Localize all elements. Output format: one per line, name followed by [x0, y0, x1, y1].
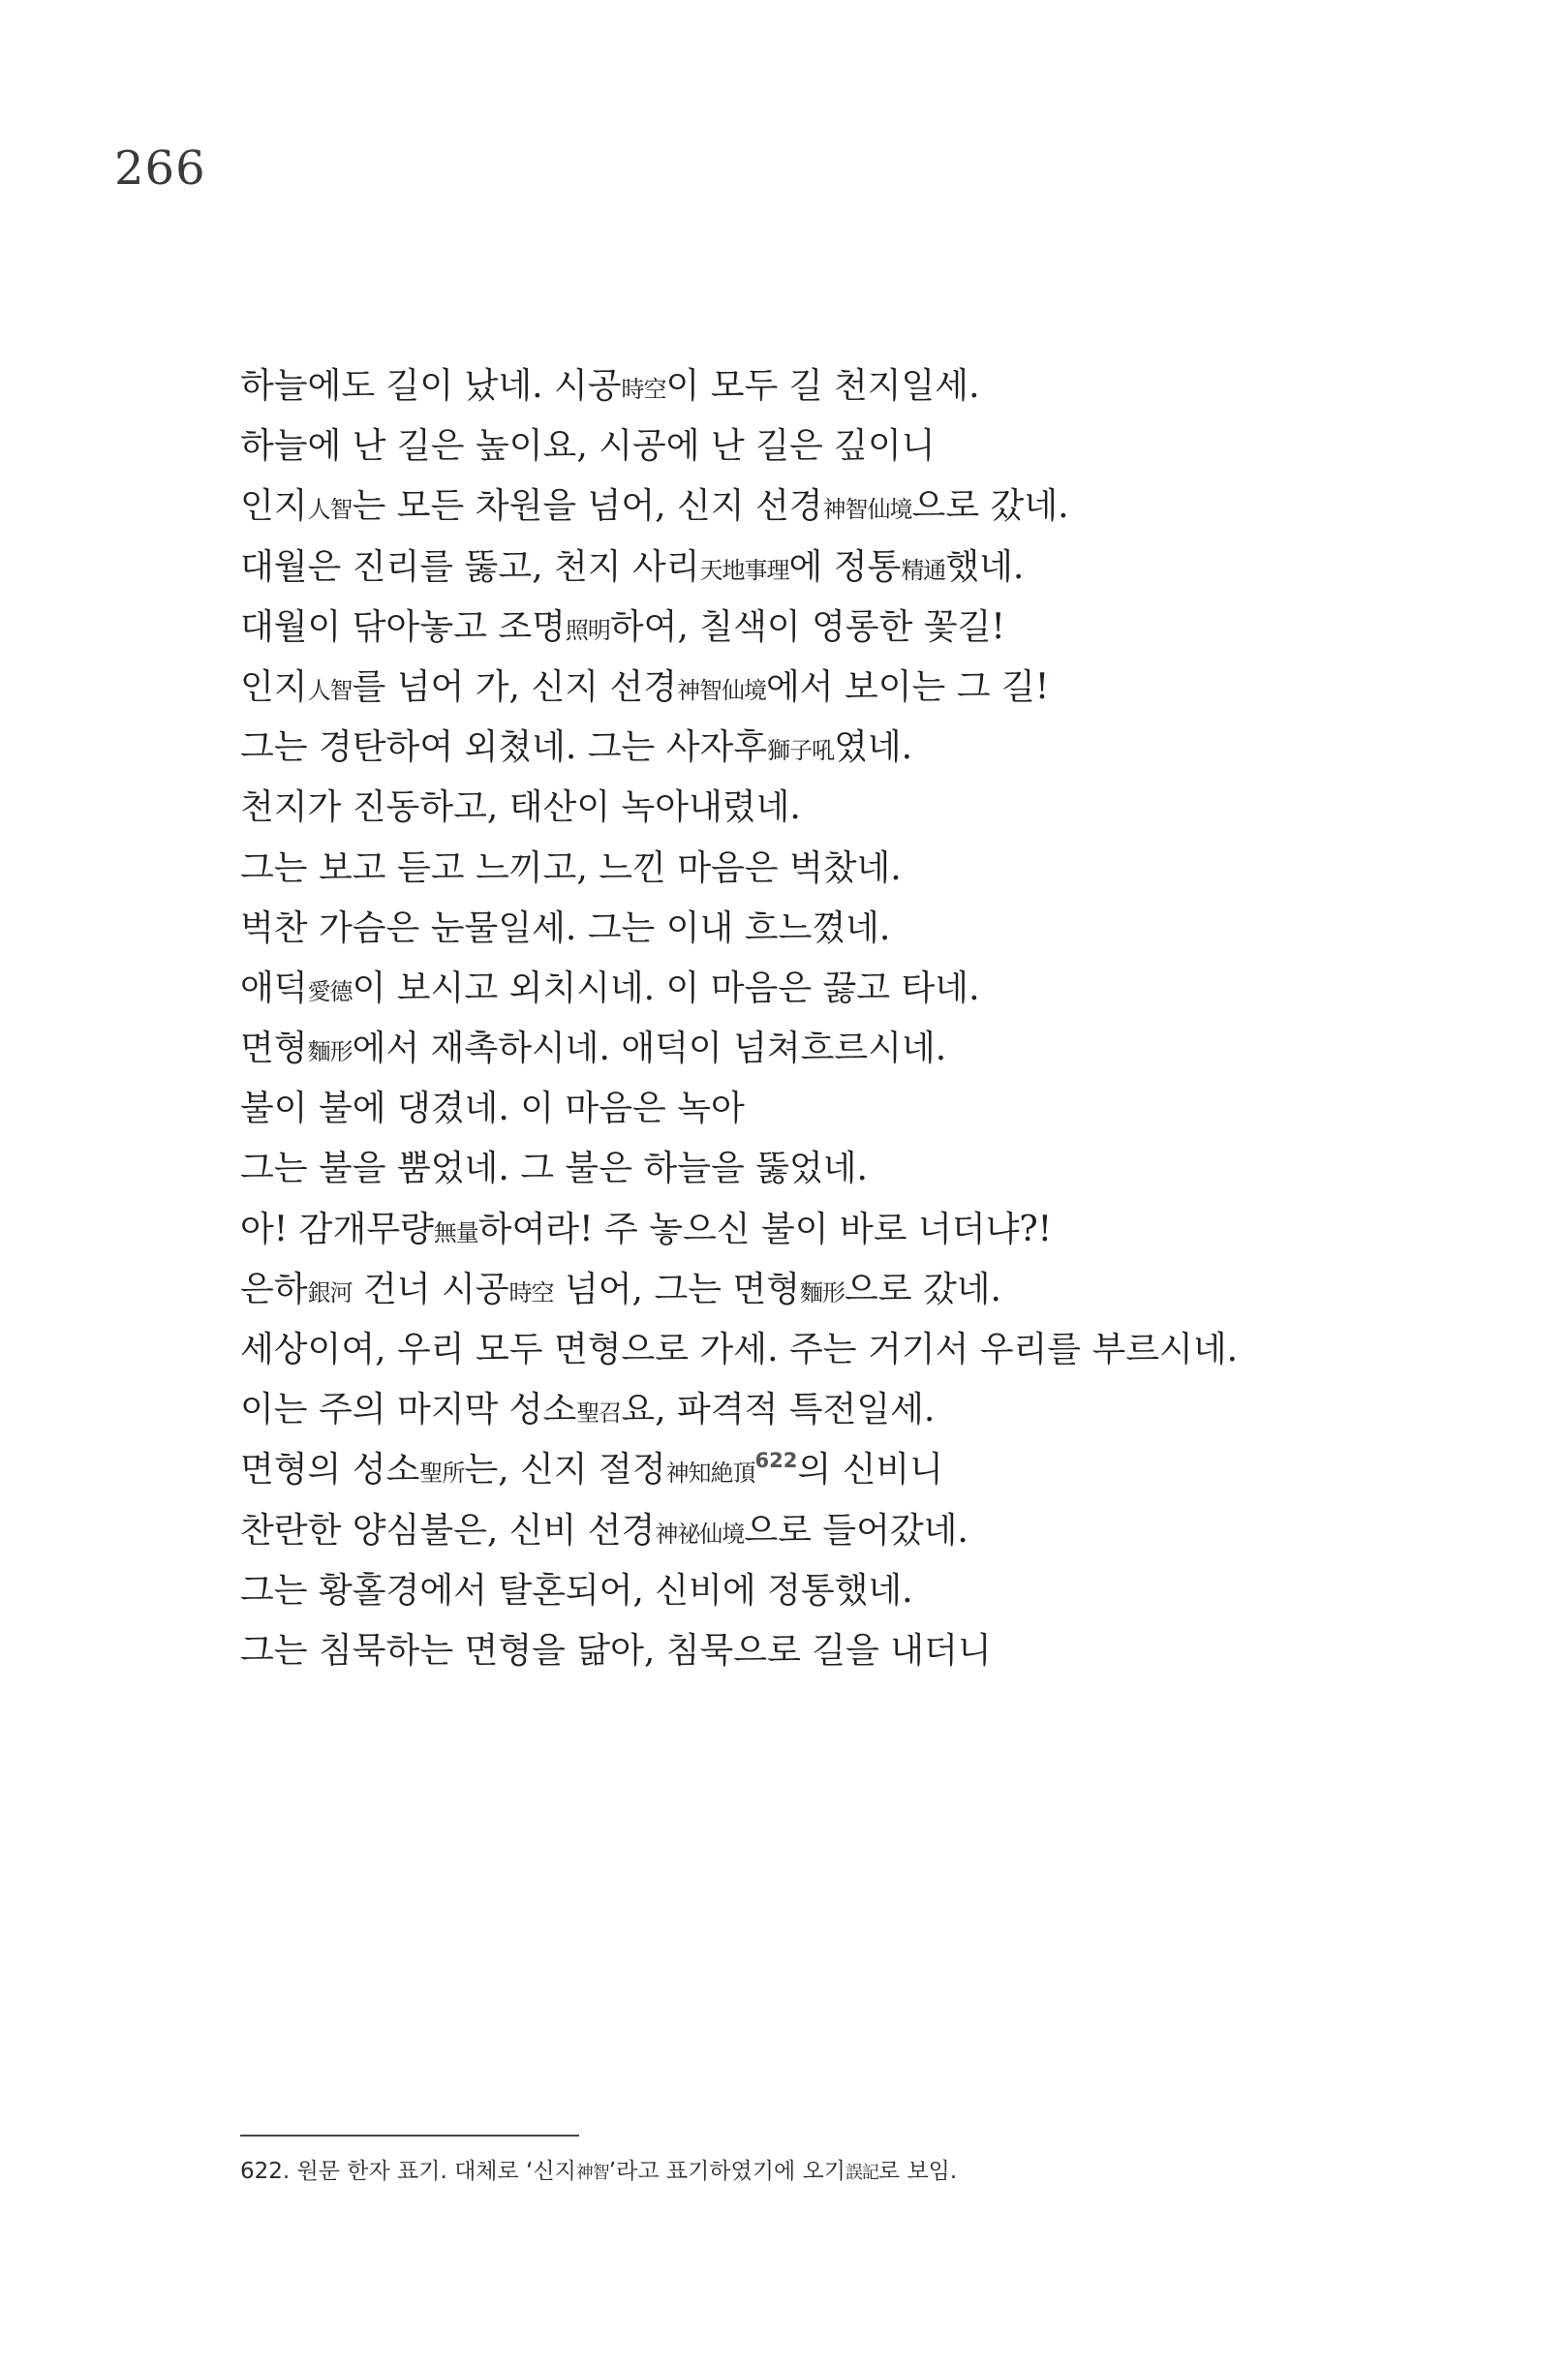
- text-segment: 에 정통: [788, 546, 902, 587]
- text-segment: 에서 재촉하시네. 애덕이 넘쳐흐르시네.: [352, 1029, 947, 1069]
- poem-line: [240, 1561, 1480, 1621]
- poem-line: [240, 899, 1480, 959]
- poem-line: [240, 477, 1480, 537]
- text-segment: 로 보임.: [877, 2159, 958, 2184]
- text-segment: 넘어, 그는 면형: [553, 1269, 800, 1309]
- text-segment: 622. 원문 한자 표기. 대체로 ‘신지: [240, 2159, 576, 2184]
- hanja-gloss: 天地事理: [699, 556, 789, 584]
- text-segment: 불이 불에 댕겼네. 이 마음은 녹아: [240, 1089, 745, 1129]
- text-segment: 하여, 칠색이 영롱한 꽃길!: [609, 606, 1005, 647]
- text-segment: 아! 감개무량: [240, 1209, 434, 1249]
- text-segment: 하여라! 주 놓으신 불이 바로 너더냐?!: [477, 1209, 1053, 1249]
- hanja-gloss: 獅子吼: [767, 737, 835, 765]
- text-segment: 세상이여, 우리 모두 면형으로 가세. 주는 거기서 우리를 부르시네.: [240, 1330, 1239, 1369]
- hanja-gloss: 麵形: [800, 1278, 845, 1307]
- text-segment: 벅찬 가슴은 눈물일세. 그는 이내 흐느꼈네.: [240, 907, 891, 948]
- poem-body: [240, 356, 1480, 1681]
- text-segment: 의 신비니: [797, 1450, 943, 1491]
- poem-line: [240, 598, 1480, 658]
- text-segment: 이는 주의 마지막 성소: [240, 1390, 577, 1430]
- poem-line: [240, 959, 1480, 1019]
- poem-line: [240, 1260, 1480, 1320]
- text-segment: 면형의 성소: [240, 1450, 420, 1491]
- poem-line: [240, 1200, 1480, 1260]
- text-segment: 는, 신지 절정: [464, 1450, 666, 1491]
- text-segment: 으로 갔네.: [845, 1269, 1001, 1309]
- hanja-gloss: 人智: [307, 676, 353, 704]
- text-segment: 천지가 진동하고, 태산이 녹아내렸네.: [240, 787, 801, 828]
- text-segment: 대월은 진리를 뚫고, 천지 사리: [240, 546, 700, 587]
- poem-line: [240, 718, 1480, 778]
- poem-line: [240, 538, 1480, 598]
- footnote-divider: [240, 2135, 579, 2137]
- hanja-gloss: 神智: [575, 2163, 609, 2183]
- footnote-reference: 622: [754, 1449, 798, 1473]
- text-segment: 였네.: [834, 727, 913, 768]
- text-segment: 으로 갔네.: [911, 486, 1069, 527]
- hanja-gloss: 神祕仙境: [655, 1520, 745, 1548]
- text-segment: 그는 경탄하여 외쳤네. 그는 사자후: [240, 727, 768, 768]
- text-segment: 하늘에 난 길은 높이요, 시공에 난 길은 깊이니: [240, 426, 936, 467]
- hanja-gloss: 神智仙境: [677, 676, 766, 704]
- poem-line: [240, 1501, 1480, 1561]
- poem-line: [240, 1380, 1480, 1440]
- poem-line: [240, 1320, 1480, 1380]
- hanja-gloss: 無量: [433, 1218, 478, 1246]
- hanja-gloss: 人智: [307, 496, 353, 524]
- text-segment: 이 모두 길 천지일세.: [665, 366, 980, 406]
- text-segment: 를 넘어 가, 신지 선경: [352, 666, 677, 707]
- hanja-gloss: 愛德: [307, 977, 353, 1005]
- hanja-gloss: 時空: [621, 376, 666, 403]
- hanja-gloss: 誤記: [845, 2163, 878, 2183]
- hanja-gloss: 照明: [565, 616, 610, 644]
- text-segment: 이 보시고 외치시네. 이 마음은 끓고 타네.: [352, 968, 980, 1008]
- hanja-gloss: 時空: [508, 1278, 554, 1307]
- text-segment: 는 모든 차원을 넘어, 신지 선경: [352, 486, 823, 527]
- text-segment: 대월이 닦아놓고 조명: [240, 606, 566, 647]
- hanja-gloss: 聖所: [419, 1460, 465, 1488]
- hanja-gloss: 麵形: [307, 1038, 353, 1066]
- hanja-gloss: 精通: [901, 556, 946, 584]
- poem-line: [240, 356, 1480, 416]
- text-segment: 그는 보고 듣고 느끼고, 느낀 마음은 벅찼네.: [240, 847, 902, 888]
- hanja-gloss: 聖召: [576, 1399, 622, 1428]
- text-segment: 면형: [240, 1029, 308, 1069]
- text-segment: 찬란한 양심불은, 신비 선경: [240, 1510, 656, 1551]
- hanja-gloss: 銀河: [307, 1278, 353, 1307]
- poem-line: [240, 658, 1480, 718]
- text-segment: 인지: [240, 666, 308, 707]
- text-segment: 그는 황홀경에서 탈혼되어, 신비에 정통했네.: [240, 1570, 913, 1611]
- poem-line: [240, 416, 1480, 477]
- footnote: [240, 2154, 957, 2191]
- text-segment: 요, 파격적 특전일세.: [621, 1390, 936, 1430]
- poem-line: [240, 1621, 1480, 1681]
- hanja-gloss: 神知絶頂: [665, 1460, 755, 1488]
- text-segment: ’라고 표기하였기에 오기: [608, 2159, 845, 2184]
- text-segment: 인지: [240, 486, 308, 527]
- poem-line: [240, 1139, 1480, 1199]
- page-number: 266: [114, 141, 206, 196]
- poem-line: [240, 1079, 1480, 1139]
- text-segment: 애덕: [240, 968, 308, 1008]
- text-segment: 으로 들어갔네.: [744, 1510, 968, 1551]
- poem-line: [240, 1440, 1480, 1500]
- poem-line: [240, 778, 1480, 838]
- poem-line: [240, 839, 1480, 899]
- text-segment: 그는 침묵하는 면형을 닮아, 침묵으로 길을 내더니: [240, 1630, 992, 1671]
- text-segment: 은하: [240, 1269, 308, 1309]
- text-segment: 에서 보이는 그 길!: [766, 666, 1050, 707]
- text-segment: 건너 시공: [352, 1269, 509, 1309]
- hanja-gloss: 神智仙境: [822, 496, 912, 524]
- text-segment: 그는 불을 뿜었네. 그 불은 하늘을 뚫었네.: [240, 1149, 868, 1189]
- text-segment: 했네.: [945, 546, 1025, 587]
- text-segment: 하늘에도 길이 났네. 시공: [240, 366, 622, 406]
- poem-line: [240, 1019, 1480, 1079]
